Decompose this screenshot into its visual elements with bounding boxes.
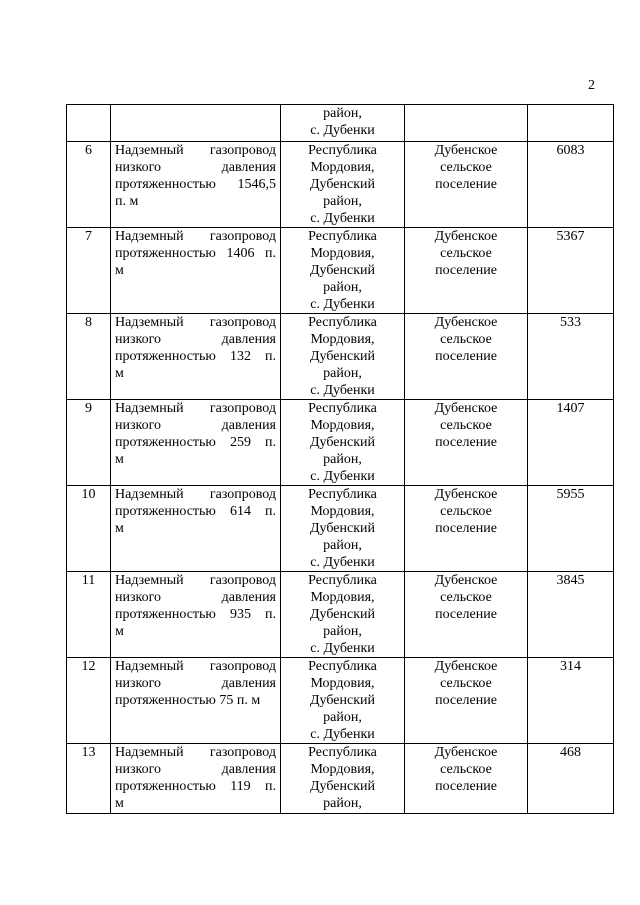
value-cell: 314 (528, 658, 614, 744)
location-line: район, (323, 538, 362, 553)
object-name-line: протяженностью 132 п. (115, 349, 276, 364)
object-name-cell (111, 314, 281, 400)
settlement-cell (405, 228, 528, 314)
object-name-cell (111, 228, 281, 314)
object-name-line: м (115, 452, 124, 467)
location-line: Мордовия, (310, 762, 375, 777)
object-name-line: м (115, 624, 124, 639)
value-cell: 533 (528, 314, 614, 400)
object-name-line: Надземный газопровод (115, 487, 276, 502)
object-name-line: Надземный газопровод (115, 229, 276, 244)
location-line: район, (323, 710, 362, 725)
value-cell: 1407 (528, 400, 614, 486)
location-line: Дубенский (309, 349, 375, 364)
table-row (67, 228, 614, 314)
location-line: с. Дубенки (310, 555, 375, 570)
location-line: Мордовия, (310, 246, 375, 261)
settlement-cell (405, 572, 528, 658)
location-line: Дубенский (309, 263, 375, 278)
location-line: район, (323, 452, 362, 467)
location-line: Республика (308, 229, 377, 244)
settlement-line: сельское (440, 676, 492, 691)
object-name-line: протяженностью 1546,5 (115, 177, 276, 192)
object-name-line: м (115, 263, 124, 278)
table-row (67, 486, 614, 572)
object-name-cell (111, 142, 281, 228)
settlement-line: Дубенское (434, 315, 498, 330)
settlement-line: сельское (440, 504, 492, 519)
table-row (67, 744, 614, 814)
value-cell: 5367 (528, 228, 614, 314)
settlement-line: поселение (435, 349, 497, 364)
settlement-line: Дубенское (434, 487, 498, 502)
table-body (67, 105, 614, 814)
page-number: 2 (588, 78, 595, 93)
settlement-line: Дубенское (434, 401, 498, 416)
value-cell: 5955 (528, 486, 614, 572)
object-name-line: протяженностью 935 п. (115, 607, 276, 622)
location-cell (281, 572, 405, 658)
continued-row (67, 105, 614, 142)
settlement-line: сельское (440, 762, 492, 777)
object-name-line: п. м (115, 194, 139, 209)
location-line: Дубенский (309, 607, 375, 622)
location-line: Республика (308, 401, 377, 416)
table-row (67, 400, 614, 486)
object-name-line: Надземный газопровод (115, 745, 276, 760)
location-line: Мордовия, (310, 676, 375, 691)
object-name-cell (111, 400, 281, 486)
object-name-line: низкого давления (115, 762, 276, 777)
object-name-line: Надземный газопровод (115, 573, 276, 588)
location-line: с. Дубенки (310, 383, 375, 398)
row-number-cell: 8 (67, 314, 111, 400)
location-line: район, (323, 624, 362, 639)
settlement-line: поселение (435, 263, 497, 278)
object-name-line: низкого давления (115, 160, 276, 175)
location-line: район, (323, 280, 362, 295)
location-line: с. Дубенки (310, 469, 375, 484)
settlement-line: Дубенское (434, 659, 498, 674)
location-line: Мордовия, (310, 160, 375, 175)
row-number-cell: 11 (67, 572, 111, 658)
settlement-line: сельское (440, 160, 492, 175)
location-cell (281, 744, 405, 814)
location-cell (281, 228, 405, 314)
location-line: Дубенский (309, 521, 375, 536)
location-line: с. Дубенки (310, 641, 375, 656)
location-line: район, (323, 194, 362, 209)
table-row (67, 658, 614, 744)
object-name-line: Надземный газопровод (115, 401, 276, 416)
location-line: Республика (308, 573, 377, 588)
settlement-line: Дубенское (434, 229, 498, 244)
object-name-cell (111, 486, 281, 572)
settlement-cell (405, 142, 528, 228)
location-line: район, (323, 796, 362, 811)
location-line: Мордовия, (310, 504, 375, 519)
location-line: район, (323, 366, 362, 381)
location-line: район, (323, 106, 362, 121)
location-line: Республика (308, 659, 377, 674)
settlement-line: Дубенское (434, 745, 498, 760)
settlement-line: поселение (435, 607, 497, 622)
location-line: с. Дубенки (310, 123, 375, 138)
settlement-line: сельское (440, 332, 492, 347)
object-name-cell (111, 744, 281, 814)
settlement-cell (405, 105, 528, 142)
object-name-line: низкого давления (115, 676, 276, 691)
object-name-line: Надземный газопровод (115, 315, 276, 330)
object-name-line: м (115, 796, 124, 811)
object-name-cell (111, 658, 281, 744)
row-number-cell: 12 (67, 658, 111, 744)
settlement-cell (405, 400, 528, 486)
location-cell (281, 658, 405, 744)
settlement-line: поселение (435, 779, 497, 794)
settlement-cell (405, 486, 528, 572)
settlement-cell (405, 658, 528, 744)
location-cell (281, 400, 405, 486)
row-number-cell: 10 (67, 486, 111, 572)
location-cell (281, 142, 405, 228)
row-number-cell: 13 (67, 744, 111, 814)
object-name-line: протяженностью 259 п. (115, 435, 276, 450)
settlement-line: Дубенское (434, 143, 498, 158)
settlement-line: поселение (435, 521, 497, 536)
settlement-line: Дубенское (434, 573, 498, 588)
settlement-cell (405, 744, 528, 814)
settlement-line: сельское (440, 418, 492, 433)
row-number-cell: 9 (67, 400, 111, 486)
value-cell: 3845 (528, 572, 614, 658)
location-line: Мордовия, (310, 590, 375, 605)
object-name-line: низкого давления (115, 332, 276, 347)
location-line: Дубенский (309, 779, 375, 794)
location-line: с. Дубенки (310, 727, 375, 742)
location-line: Дубенский (309, 435, 375, 450)
object-name-line: м (115, 366, 124, 381)
row-number-cell (67, 105, 111, 142)
value-cell: 6083 (528, 142, 614, 228)
registry-table (66, 104, 614, 814)
location-line: Мордовия, (310, 332, 375, 347)
location-line: с. Дубенки (310, 297, 375, 312)
object-name-line: протяженностью 75 п. м (115, 693, 261, 708)
table-row (67, 572, 614, 658)
table-row (67, 142, 614, 228)
object-name-cell (111, 572, 281, 658)
object-name-line: Надземный газопровод (115, 659, 276, 674)
row-number-cell: 6 (67, 142, 111, 228)
object-name-line: низкого давления (115, 418, 276, 433)
location-line: Республика (308, 143, 377, 158)
location-line: Республика (308, 315, 377, 330)
value-cell (528, 105, 614, 142)
location-line: Дубенский (309, 177, 375, 192)
row-number-cell: 7 (67, 228, 111, 314)
settlement-cell (405, 314, 528, 400)
object-name-line: низкого давления (115, 590, 276, 605)
object-name-line: Надземный газопровод (115, 143, 276, 158)
location-line: Республика (308, 745, 377, 760)
settlement-line: поселение (435, 177, 497, 192)
location-cell (281, 105, 405, 142)
location-cell (281, 486, 405, 572)
value-cell: 468 (528, 744, 614, 814)
object-name-cell (111, 105, 281, 142)
settlement-line: сельское (440, 246, 492, 261)
location-line: Дубенский (309, 693, 375, 708)
location-line: Республика (308, 487, 377, 502)
location-line: Мордовия, (310, 418, 375, 433)
settlement-line: поселение (435, 435, 497, 450)
object-name-line: протяженностью 1406 п. (115, 246, 276, 261)
object-name-line: протяженностью 119 п. (115, 779, 276, 794)
settlement-line: поселение (435, 693, 497, 708)
table-row (67, 314, 614, 400)
location-cell (281, 314, 405, 400)
settlement-line: сельское (440, 590, 492, 605)
object-name-line: протяженностью 614 п. (115, 504, 276, 519)
object-name-line: м (115, 521, 124, 536)
location-line: с. Дубенки (310, 211, 375, 226)
